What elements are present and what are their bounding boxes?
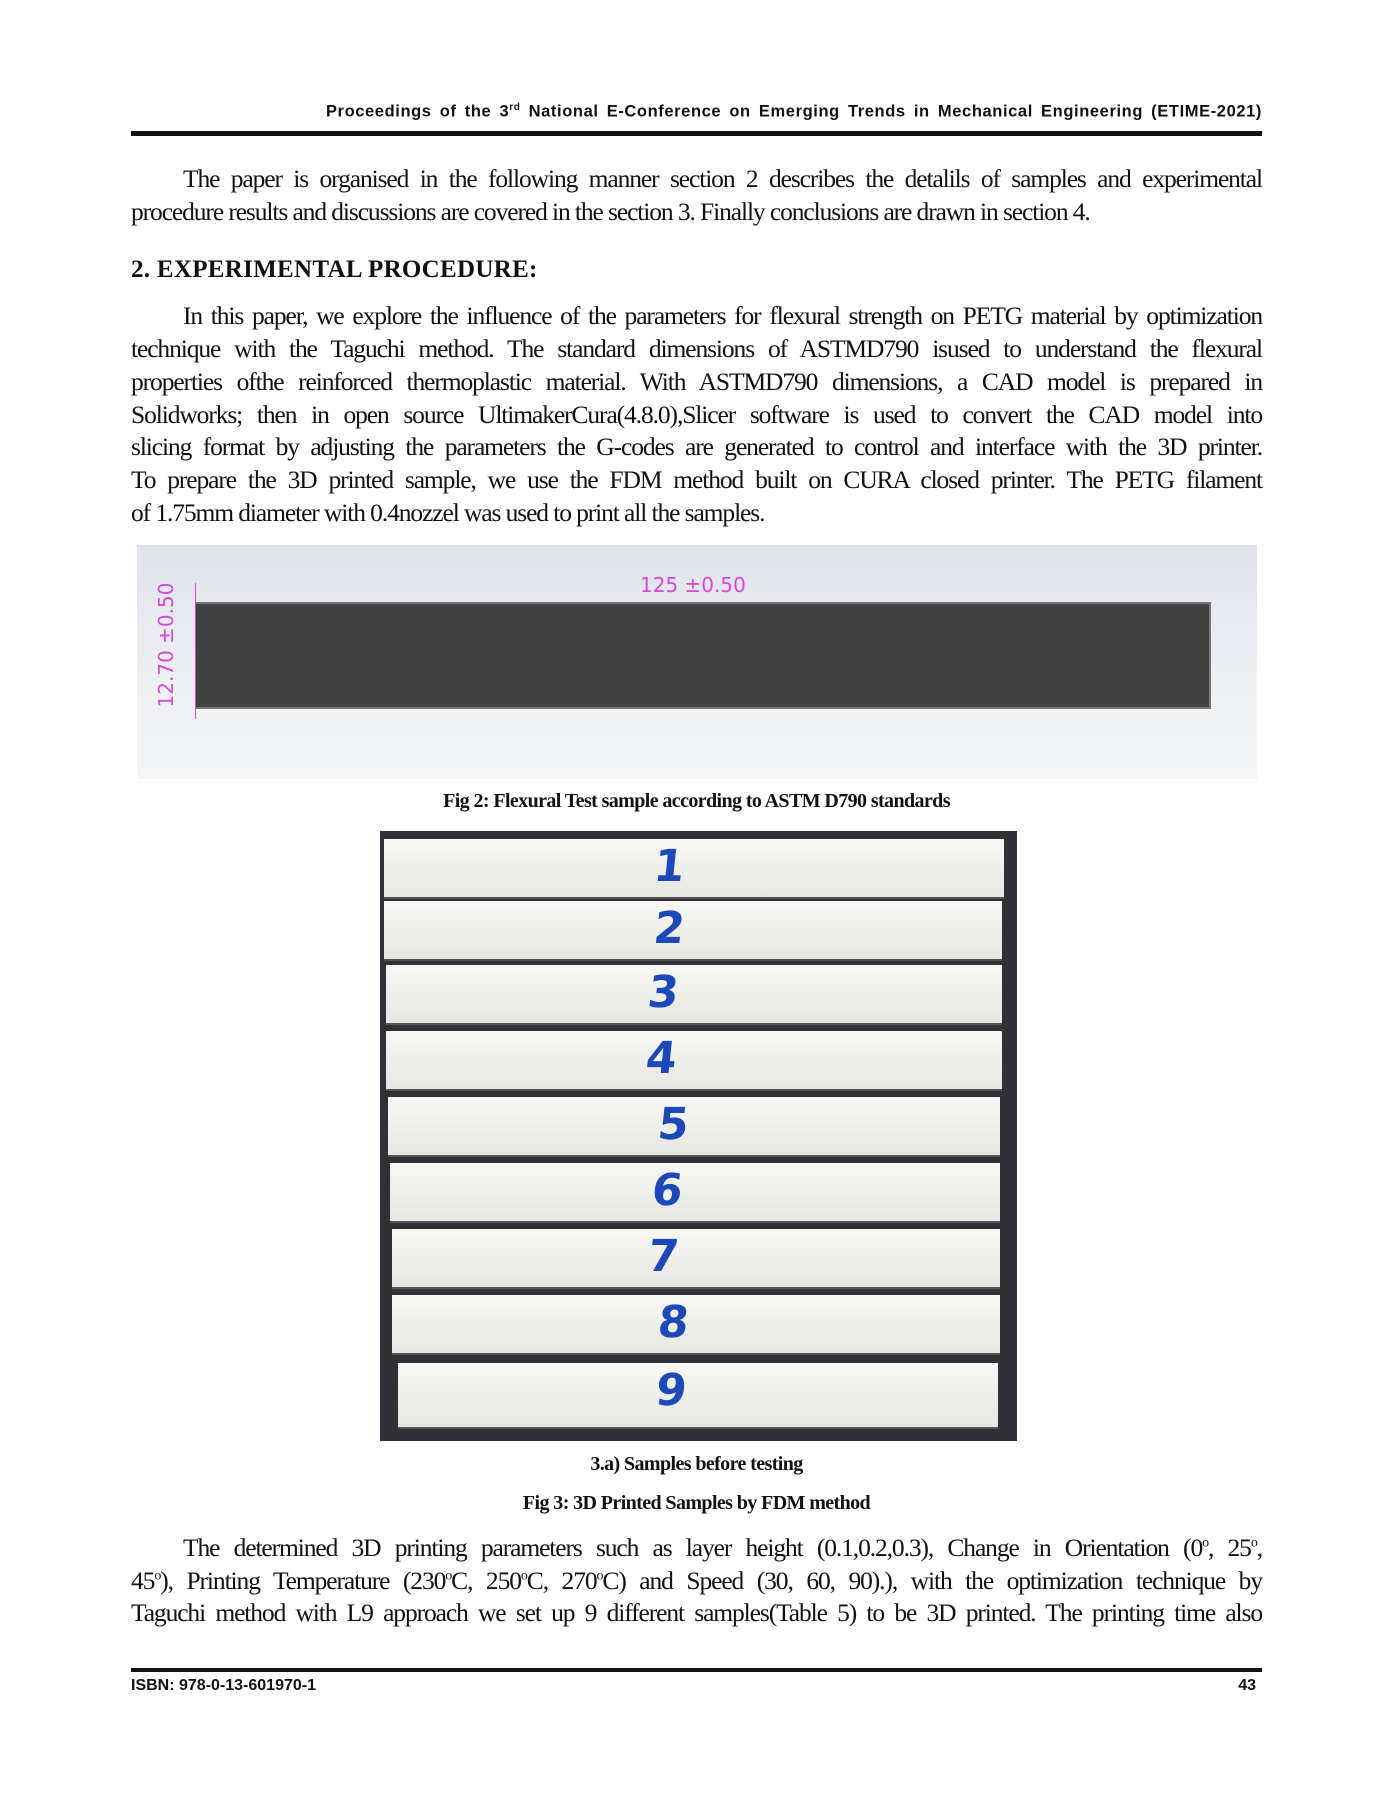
- sample-label: 7: [645, 1231, 682, 1282]
- sample-strip: [392, 1295, 1000, 1355]
- header-text-rest: National E-Conference on Emerging Trends in Mechanical Engineering (ETIME-2021): [520, 102, 1262, 121]
- header-text: Proceedings of the 3: [325, 102, 510, 121]
- para2-line: of 1.75mm diameter with 0.4nozzel was used to print all the samples.: [131, 498, 765, 527]
- sample-strip: [398, 1363, 998, 1429]
- isbn: ISBN: 978-0-13-601970-1: [131, 1677, 316, 1694]
- para1-line: The paper is organised in the following manner section 2 describes the detalils of samples and experimental: [183, 164, 1262, 193]
- degree: o: [520, 1568, 527, 1584]
- figure-3-subcaption: 3.a) Samples before testing: [590, 1453, 803, 1475]
- para2-line: To prepare the 3D printed sample, we use the FDM method built on CURA closed printer. The PETG filament: [131, 465, 1262, 494]
- para2-line: In this paper, we explore the influence of the parameters for flexural strength on PETG material by optimization: [183, 301, 1262, 330]
- sample-bar: [195, 602, 1211, 709]
- header-rule: [131, 131, 1262, 136]
- para2-line: Solidworks; then in open source UltimakerCura(4.8.0),Slicer software is used to convert the CAD model into: [131, 400, 1262, 429]
- text: C, 270: [526, 1566, 597, 1595]
- dimension-line: [195, 583, 196, 719]
- sample-strip: [384, 901, 1002, 961]
- sample-strip: [388, 1097, 1000, 1157]
- page-number: 43: [1238, 1677, 1256, 1694]
- length-dimension: 125 ±0.50: [640, 573, 746, 597]
- footer: [131, 1677, 1262, 1695]
- sample-label: 3: [645, 967, 682, 1018]
- para2-line: slicing format by adjusting the parameters the G-codes are generated to control and interface with the 3D printer.: [131, 432, 1262, 461]
- text: , 25: [1208, 1533, 1251, 1562]
- text: ,: [1256, 1533, 1262, 1562]
- sample-strip: [386, 965, 1002, 1025]
- para2-line: properties ofthe reinforced thermoplastic material. With ASTMD790 dimensions, a CAD model is prepared in: [131, 367, 1262, 396]
- sample-label: 9: [653, 1365, 690, 1416]
- para3-line: [131, 1566, 1262, 1596]
- degree: o: [1202, 1535, 1208, 1551]
- para1-line: procedure results and discussions are covered in the section 3. Finally conclusions are drawn in section 4.: [131, 197, 1090, 226]
- sample-label: 2: [651, 903, 688, 954]
- degree: o: [445, 1568, 452, 1584]
- footer-rule: [131, 1668, 1262, 1672]
- sample-strip: [386, 1031, 1002, 1091]
- para3-line: [183, 1533, 1262, 1563]
- figure-3-photo: [380, 831, 1017, 1441]
- sample-strip: [390, 1163, 1000, 1223]
- text: 45: [131, 1566, 155, 1595]
- degree: o: [1250, 1535, 1257, 1551]
- para2-line: technique with the Taguchi method. The standard dimensions of ASTMD790 isused to understand the flexural: [131, 334, 1262, 363]
- degree: o: [154, 1568, 161, 1584]
- width-dimension: 12.70 ±0.50: [154, 582, 178, 708]
- sample-label: 6: [649, 1165, 686, 1216]
- degree: o: [596, 1568, 603, 1584]
- figure-2-caption: Fig 2: Flexural Test sample according to ASTM D790 standards: [443, 790, 950, 812]
- sample-label: 8: [655, 1297, 692, 1348]
- text: C, 250: [451, 1566, 521, 1595]
- figure-3-caption: Fig 3: 3D Printed Samples by FDM method: [522, 1492, 871, 1514]
- running-header: [131, 102, 1262, 122]
- sample-strip: [392, 1229, 1000, 1289]
- figure-2-cad-drawing: [137, 545, 1257, 779]
- sample-strip: [384, 839, 1004, 899]
- sample-label: 4: [643, 1033, 680, 1084]
- sample-label: 5: [655, 1099, 692, 1150]
- text: ), Printing Temperature (230: [160, 1566, 446, 1595]
- para3-line: Taguchi method with L9 approach we set up 9 different samples(Table 5) to be 3D printed. The printing time also: [131, 1598, 1262, 1627]
- sample-label: 1: [651, 841, 688, 892]
- header-sup: rd: [509, 102, 521, 113]
- section-heading: 2. EXPERIMENTAL PROCEDURE:: [131, 256, 538, 283]
- text: The determined 3D printing parameters such as layer height (0.1,0.2,0.3), Change in Orientation (0: [183, 1533, 1203, 1562]
- text: C) and Speed (30, 60, 90).), with the optimization technique by: [602, 1566, 1262, 1595]
